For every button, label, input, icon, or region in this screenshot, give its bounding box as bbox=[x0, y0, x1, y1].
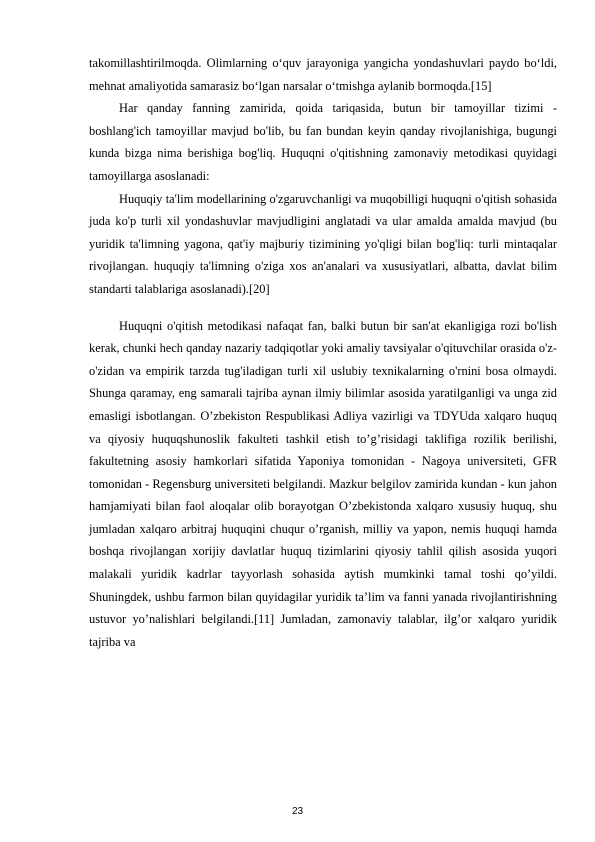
paragraph-legal-education-models: Huquqiy ta'lim modellarining o'zgaruvchanligi va muqobilligi huquqni o'qitish sohasida juda ko'p turli xil yondashuvlar mavjudligini anglatadi va ular amalda amalda mavjud (bu yuridik ta'limning yagona, qat'iy majburiy tizimining yo'qligi bilan bog'liq: turli mintaqalar rivojlangan. huquqiy ta'limning o'ziga xos an'analari va xususiyatlari, albatta, davlat bilim standarti talablariga asoslanadi).[20] bbox=[89, 191, 557, 296]
paragraph-continuation: takomillashtirilmoqda. Olimlarning o‘quv jarayoniga yangicha yondashuvlari paydo bo‘ldi, mehnat amaliyotida samarasiz bo‘lgan narsalar o‘tmishga aylanib bormoqda.[15] bbox=[89, 56, 557, 93]
page-number: 23 bbox=[291, 806, 304, 817]
paragraph-teaching-methodology: Huquqni o'qitish metodikasi nafaqat fan, balki butun bir san'at ekanligiga rozi bo'lish kerak, chunki hech qanday nazariy tadqiqotlar yoki amaliy tavsiyalar o'qituvchilar orasida o'z-o'zidan va empirik tarzda tug'iladigan turli xil uslubiy texnikalarning o'rnini bosa olmaydi. Shunga qaramay, eng samarali tajriba aynan ilmiy bilimlar asosida yaratilganligi va unga zid emasligi isbotlangan. O’zbekiston Respublikasi Adliya vazirligi va TDYUda xalqaro huquq va qiyosiy huquqshunoslik fakulteti tashkil etish to’g’risidagi taklifiga rozilik berilishi, fakultetning asosiy hamkorlari sifatida Yaponiya tomonidan - Nagoya universiteti, GFR tomonidan - Regensburg universiteti belgilandi. Mazkur belgilov zamirida kundan - kun jahon hamjamiyati bilan faol aloqalar olib borayotgan O’zbekistonda xalqaro xususiy huquq, shu jumladan xalqaro arbitraj huquqini chuqur o’rganish, milliy va yapon, nemis huquqi hamda boshqa rivojlangan xorijiy davlatlar huquq tizimlarini qiyosiy tahlil qilish asosida yuqori malakali yuridik kadrlar tayyorlash sohasida aytish mumkinki tamal toshi qo’yildi. Shuningdek, ushbu farmon bilan quyidagilar yuridik ta’lim va fanni yanada rivojlantirishning ustuvor yo’nalishlari belgilandi.[11] Jumladan, zamonaviy talablar, ilg’or xalqaro yuridik tajriba va bbox=[89, 318, 557, 649]
paragraph-principles-intro: Har qanday fanning zamirida, qoida tariqasida, butun bir tamoyillar tizimi - boshlang'ich tamoyillar mavjud bo'lib, bu fan bundan keyin qanday rivojlanishiga, bugungi kunda bizga nima berishiga bog'liq. Huquqni o'qitishning zamonaviy metodikasi quyidagi tamoyillarga asoslanadi: bbox=[89, 101, 557, 183]
document-body bbox=[89, 52, 557, 653]
